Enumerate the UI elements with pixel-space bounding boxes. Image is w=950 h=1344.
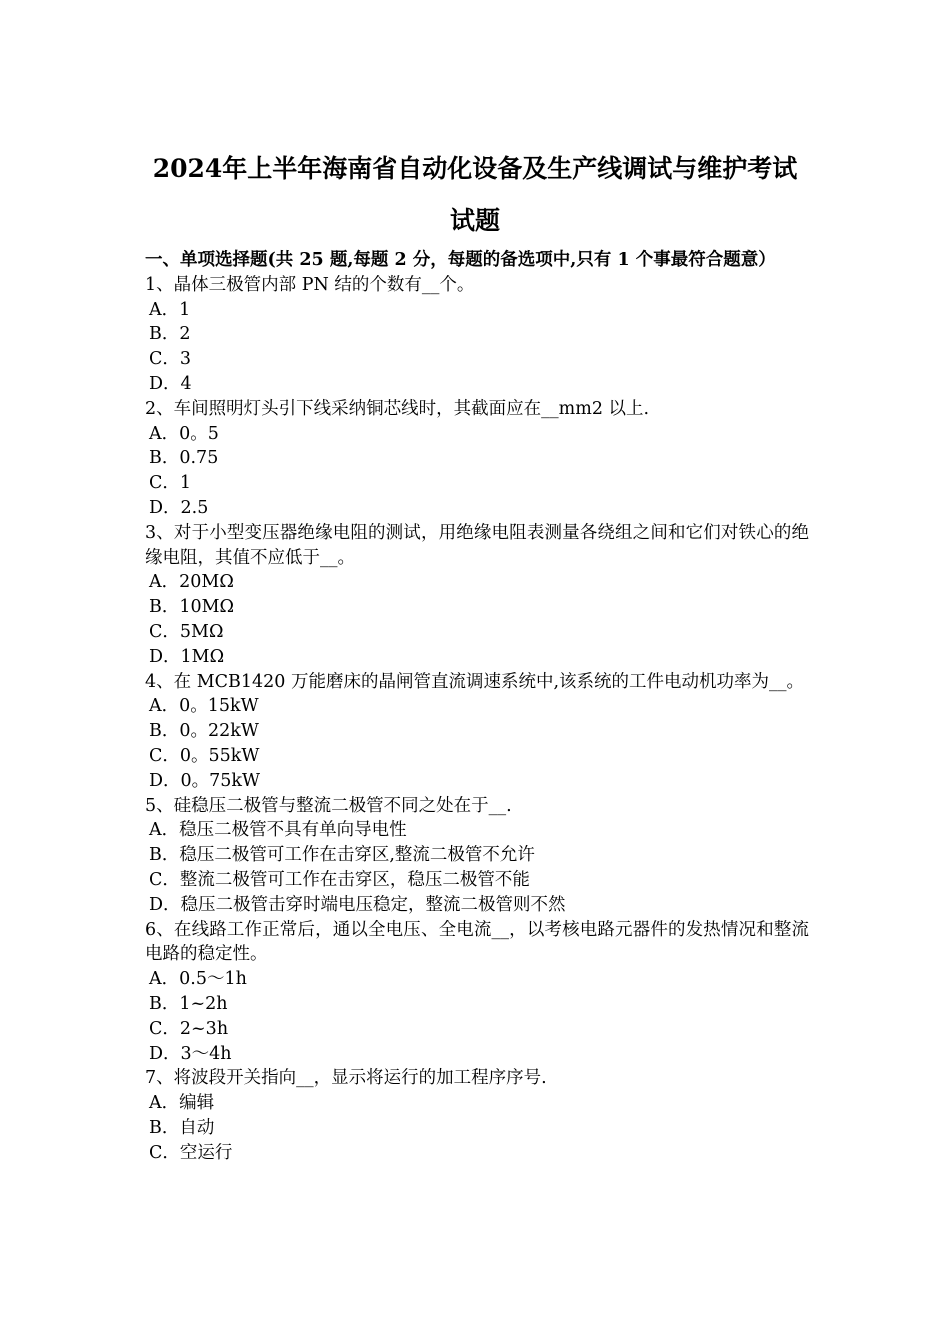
question-5-option-a: A．稳压二极管不具有单向导电性 <box>149 820 407 841</box>
question-1-option-c: C．3 <box>149 349 192 370</box>
question-4-stem: 4、在 MCB1420 万能磨床的晶闸管直流调速系统中,该系统的工件电动机功率为__。 <box>145 671 805 692</box>
question-3-stem: 3、对于小型变压器绝缘电阻的测试，用绝缘电阻表测量各绕组之间和它们对铁心的绝缘电阻，其值不应低于__。 <box>145 522 809 568</box>
question-2-option-b: B．0.75 <box>149 448 219 469</box>
question-4-option-a: A．0。15kW <box>149 696 259 717</box>
question-7-stem: 7、将波段开关指向__，显示将运行的加工程序序号. <box>145 1068 547 1089</box>
question-6-option-b: B．1~2h <box>149 993 228 1014</box>
question-5-option-d: D．稳压二极管击穿时端电压稳定，整流二极管则不然 <box>149 894 566 915</box>
question-4-option-d: D．0。75kW <box>149 770 261 791</box>
question-3-option-b: B．10MΩ <box>149 597 235 618</box>
question-6-option-a: A．0.5～1h <box>149 969 247 990</box>
question-7-option-c: C．空运行 <box>149 1142 233 1163</box>
question-1-option-b: B．2 <box>149 324 191 345</box>
question-6-option-c: C．2~3h <box>149 1018 229 1039</box>
question-4-option-c: C．0。55kW <box>149 745 260 766</box>
question-3-option-d: D．1MΩ <box>149 646 225 667</box>
question-4-option-b: B．0。22kW <box>149 721 259 742</box>
question-6-stem: 6、在线路工作正常后，通以全电压、全电流__，以考核电路元器件的发热情况和整流电路的稳定性。 <box>145 919 809 965</box>
question-3-option-c: C．5MΩ <box>149 621 224 642</box>
question-2-option-d: D．2.5 <box>149 497 209 518</box>
section-heading: 一、单项选择题(共 25 题,每题 2 分，每题的备选项中,只有 1 个事最符合题意） <box>145 250 776 270</box>
question-5-stem: 5、硅稳压二极管与整流二极管不同之处在于__. <box>145 795 512 816</box>
question-5-option-b: B．稳压二极管可工作在击穿区,整流二极管不允许 <box>149 845 535 866</box>
question-1-option-a: A．1 <box>149 299 191 320</box>
question-2-stem: 2、车间照明灯头引下线采纳铜芯线时，其截面应在__mm2 以上. <box>145 398 650 419</box>
question-7-option-b: B．自动 <box>149 1117 215 1138</box>
document-title-continued: 试题 <box>449 206 500 235</box>
question-6-option-d: D．3～4h <box>149 1043 232 1064</box>
question-2-option-a: A．0。5 <box>149 423 219 444</box>
question-2-option-c: C．1 <box>149 473 192 494</box>
question-1-stem: 1、晶体三极管内部 PN 结的个数有__个。 <box>145 274 475 295</box>
question-1-option-d: D．4 <box>149 373 192 394</box>
document-title: 2024年上半年海南省自动化设备及生产线调试与维护考试 <box>152 154 798 183</box>
question-3-option-a: A．20MΩ <box>149 572 234 593</box>
question-7-option-a: A．编辑 <box>149 1093 215 1114</box>
question-5-option-c: C．整流二极管可工作在击穿区，稳压二极管不能 <box>149 869 530 890</box>
document-body <box>145 248 809 1165</box>
